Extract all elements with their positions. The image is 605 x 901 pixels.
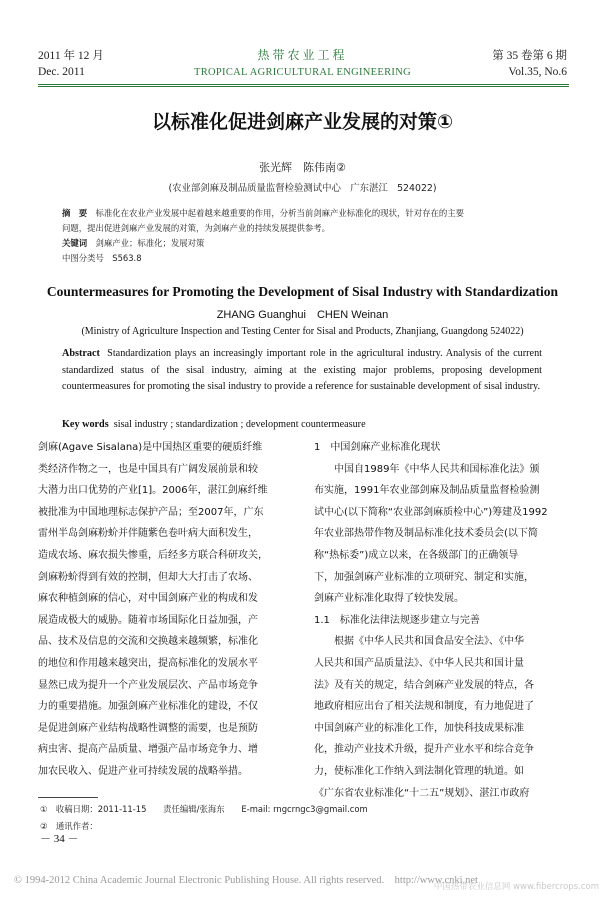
copyright-footer: © 1994-2012 China Academic Journal Electronic Publishing House. All rights reserved. http://www.cnki.net bbox=[14, 875, 478, 886]
text-line: 剑麻粉蚧得到有效的控制，但却大大打击了农场、 bbox=[38, 571, 258, 583]
text-line: 化，推动产业技术升级，提升产业水平和综合竞争 bbox=[314, 744, 534, 756]
affiliation-en: (Ministry of Agriculture Inspection and Testing Center for Sisal and Products, Zhanjiang, Guangdong 524022) bbox=[81, 326, 524, 337]
authors-cn: 张光辉 陈伟南② bbox=[259, 161, 346, 174]
title-cn: 以标准化促进剑麻产业发展的对策① bbox=[151, 111, 454, 133]
keywords-en-label: Key words bbox=[62, 419, 109, 430]
keywords-cn: 剑麻产业；标准化；发展对策 bbox=[95, 238, 205, 248]
text-line: 下，加强剑麻产业标准的立项研究、制定和实施， bbox=[314, 571, 534, 583]
text-line: 法》及有关的规定，结合剑麻产业发展的特点，各 bbox=[314, 679, 534, 691]
header-date-cn: 2011 年 12 月 bbox=[38, 50, 104, 62]
classification-number: S563.8 bbox=[112, 253, 142, 263]
text-line: 造成农场、麻农损失惨重，后经多方联合科研攻关， bbox=[38, 549, 268, 561]
header-rule-2 bbox=[38, 86, 569, 87]
header-date-en: Dec. 2011 bbox=[38, 66, 85, 78]
text-line: 展造成极大的威胁。随着市场国际化日益加强，产 bbox=[38, 614, 258, 626]
header-rule bbox=[38, 84, 569, 85]
affiliation-cn: (农业部剑麻及制品质量监督检验测试中心 广东湛江 524022) bbox=[168, 183, 437, 194]
section-heading-1-1: 1.1 标准化法律法规逐步建立与完善 bbox=[314, 614, 480, 626]
text-line: 力，使标准化工作纳入到法制化管理的轨道。如 bbox=[314, 765, 524, 777]
keywords-cn-label: 关键词 bbox=[62, 238, 88, 248]
abstract-en bbox=[62, 346, 542, 396]
text-line: 力的重要措施。加强剑麻产业标准化的建设，不仅 bbox=[38, 701, 258, 713]
paragraph-1 bbox=[314, 459, 570, 610]
text-line: 雷州半岛剑麻粉蚧并伴随紫色卷叶病大面积发生， bbox=[38, 528, 258, 540]
classification-label: 中图分类号 bbox=[62, 253, 104, 263]
text-line: 根据《中华人民共和国食品安全法》、《中华 bbox=[314, 636, 524, 648]
watermark: 中国热带农业信息网 www.fibercrops.com bbox=[433, 882, 599, 892]
footnote-2-text: 通讯作者： bbox=[55, 821, 98, 831]
text-line: 剑麻产业标准化取得了较快发展。 bbox=[314, 593, 464, 605]
text-line: 布实施，1991年农业部剑麻及制品质量监督检验测 bbox=[314, 485, 540, 497]
keywords-en-line bbox=[62, 417, 542, 434]
footnote-1-marker: ① bbox=[40, 804, 48, 814]
abstract-cn bbox=[62, 206, 562, 266]
footnote-2-marker: ② bbox=[40, 821, 48, 831]
authors-en: ZHANG Guanghui CHEN Weinan bbox=[216, 309, 389, 321]
footnote-1-text: 收稿日期：2011-11-15 责任编辑/张海东 E-mail: rngcrngc3@gmail.com bbox=[55, 804, 368, 814]
text-line: 人民共和国产品质量法》、《中华人民共和国计量 bbox=[314, 657, 524, 669]
text-line: 试中心(以下简称“农业部剑麻质检中心”)筹建及1992 bbox=[314, 506, 548, 518]
text-line: 麻农种植剑麻的信心，对中国剑麻产业的构成和发 bbox=[38, 593, 258, 605]
text-line: 地政府相应出台了相关法规和制度，有力地促进了 bbox=[314, 701, 534, 713]
text-line: 被批准为中国地理标志保护产品；至2007年，广东 bbox=[38, 506, 264, 518]
header-journal-en: TROPICAL AGRICULTURAL ENGINEERING bbox=[194, 67, 411, 78]
text-line: 称“热标委”)成立以来，在各级部门的正确领导 bbox=[314, 549, 519, 561]
abstract-en-text: Standardization plays an increasingly important role in the agricultural industry. Analysis of the current standardized status of the sisal industry, aiming at the existing major problems, proposing development countermeasures for promoting the sisal industry to provide a reference for sustainable development of sisal industry. bbox=[62, 348, 543, 392]
text-line: 加农民收入、促进产业可持续发展的战略举措。 bbox=[38, 765, 248, 777]
text-line: 中国剑麻产业的标准化工作，加快科技成果标准 bbox=[314, 722, 524, 734]
header-issue-en: Vol.35, No.6 bbox=[508, 66, 567, 78]
text-line: 的地位和作用越来越突出，提高标准化的发展水平 bbox=[38, 657, 258, 669]
keywords-en: sisal industry ; standardization ; development countermeasure bbox=[113, 419, 366, 430]
abstract-cn-line1: 标准化在农业产业发展中起着越来越重要的作用，分析当前剑麻产业标准化的现状，针对存在的主要 bbox=[95, 208, 464, 218]
text-line: 是促进剑麻产业结构战略性调整的需要，也是预防 bbox=[38, 722, 258, 734]
left-column bbox=[38, 437, 300, 783]
right-column bbox=[314, 437, 570, 804]
text-line: 病虫害、提高产品质量、增强产品市场竞争力、增 bbox=[38, 744, 258, 756]
footnote-rule bbox=[38, 797, 98, 798]
header-issue-cn: 第 35 卷第 6 期 bbox=[492, 50, 567, 62]
page-number: － 34 － bbox=[40, 833, 79, 845]
text-line: 剑麻(Agave Sisalana)是中国热区重要的硬质纤维 bbox=[38, 442, 263, 453]
abstract-cn-label: 摘 要 bbox=[62, 208, 88, 218]
text-line: 品、技术及信息的交流和交换越来越频繁，标准化 bbox=[38, 636, 258, 648]
header-journal-cn: 热带农业工程 bbox=[257, 48, 348, 62]
footnote-1 bbox=[40, 803, 368, 815]
text-line: 显然已成为提升一个产业发展层次、产品市场竞争 bbox=[38, 679, 258, 691]
title-en: Countermeasures for Promoting the Development of Sisal Industry with Standardization bbox=[46, 284, 559, 299]
text-line: 类经济作物之一，也是中国具有广阔发展前景和较 bbox=[38, 463, 258, 475]
abstract-en-label: Abstract bbox=[62, 348, 100, 359]
paragraph-2 bbox=[314, 631, 570, 804]
text-line: 大潜力出口优势的产业[1]。2006年，湛江剑麻纤维 bbox=[38, 485, 268, 497]
text-line: 中国自1989年《中华人民共和国标准化法》颁 bbox=[314, 463, 540, 475]
section-heading-1: 1 中国剑麻产业标准化现状 bbox=[314, 442, 441, 453]
text-line: 《广东省农业标准化“十二五”规划》、湛江市政府 bbox=[314, 787, 530, 799]
text-line: 年农业部热带作物及制品标准化技术委员会(以下简 bbox=[314, 528, 538, 540]
abstract-cn-line2: 问题，提出促进剑麻产业发展的对策，为剑麻产业的持续发展提供参考。 bbox=[62, 223, 330, 233]
